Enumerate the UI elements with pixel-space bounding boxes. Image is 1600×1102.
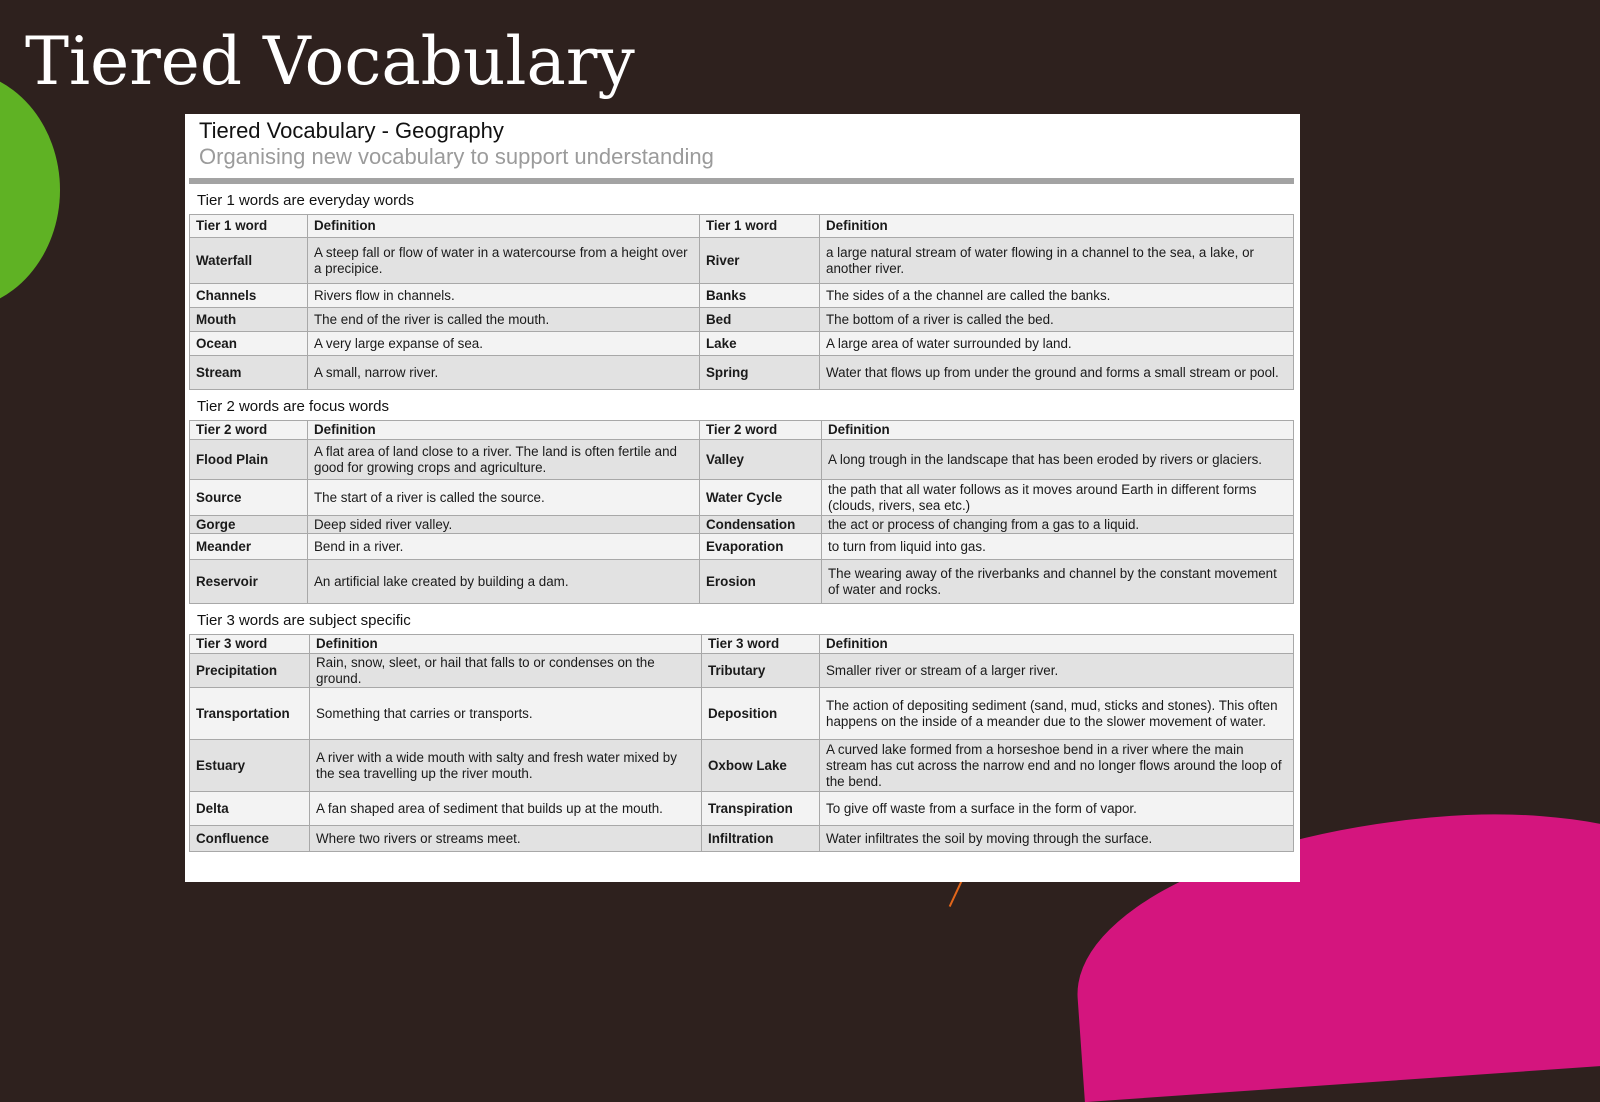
vocab-word: Source [190,480,308,516]
table-row [190,480,1294,516]
column-header-definition: Definition [308,215,700,238]
vocab-word: Mouth [190,308,308,332]
column-header-definition: Definition [820,635,1294,654]
vocab-definition: A river with a wide mouth with salty and fresh water mixed by the sea travelling up the river mouth. [310,740,702,792]
vocab-word: Transpiration [702,792,820,826]
vocab-word: Oxbow Lake [702,740,820,792]
vocab-word: Deposition [702,688,820,740]
vocab-word: Infiltration [702,826,820,852]
vocab-definition: The wearing away of the riverbanks and channel by the constant movement of water and rocks. [822,560,1294,604]
vocab-word: Precipitation [190,654,310,688]
table-row [190,826,1294,852]
vocab-word: Confluence [190,826,310,852]
table-row [190,284,1294,308]
vocab-word: Flood Plain [190,440,308,480]
vocab-definition: A steep fall or flow of water in a watercourse from a height over a precipice. [308,238,700,284]
column-header-definition: Definition [822,421,1294,440]
vocab-definition: A very large expanse of sea. [308,332,700,356]
green-decor-shape [0,70,60,310]
table-row [190,792,1294,826]
vocab-definition: a large natural stream of water flowing in a channel to the sea, a lake, or another river. [820,238,1294,284]
vocab-word: Tributary [702,654,820,688]
vocab-word: Valley [700,440,822,480]
vocab-definition: to turn from liquid into gas. [822,534,1294,560]
vocab-word: Gorge [190,516,308,534]
column-header-word: Tier 3 word [190,635,310,654]
tier-1-table [189,214,1294,390]
vocab-definition: The sides of a the channel are called the banks. [820,284,1294,308]
column-header-word: Tier 1 word [190,215,308,238]
table-row [190,740,1294,792]
table-row [190,654,1294,688]
doc-title: Tiered Vocabulary - Geography [199,118,504,143]
doc-subtitle: Organising new vocabulary to support understanding [199,144,714,169]
vocab-word: Bed [700,308,820,332]
doc-header [189,118,1300,170]
vocab-definition: A curved lake formed from a horseshoe bend in a river where the main stream has cut across the narrow end and no longer flows around the loop of the bend. [820,740,1294,792]
table-row [190,332,1294,356]
column-header-word: Tier 1 word [700,215,820,238]
table-row [190,560,1294,604]
vocab-definition: The bottom of a river is called the bed. [820,308,1294,332]
column-header-definition: Definition [310,635,702,654]
vocab-word: Water Cycle [700,480,822,516]
table-row [190,516,1294,534]
vocab-word: Waterfall [190,238,308,284]
table-header-row [190,635,1294,654]
column-header-word: Tier 2 word [700,421,822,440]
vocab-definition: Rain, snow, sleet, or hail that falls to or condenses on the ground. [310,654,702,688]
vocab-definition: A large area of water surrounded by land. [820,332,1294,356]
vocab-word: Erosion [700,560,822,604]
tier-2-table [189,420,1294,604]
vocab-definition: Where two rivers or streams meet. [310,826,702,852]
table-row [190,440,1294,480]
vocab-definition: the act or process of changing from a gas to a liquid. [822,516,1294,534]
table-header-row [190,421,1294,440]
vocab-word: Evaporation [700,534,822,560]
vocab-definition: Water that flows up from under the ground and forms a small stream or pool. [820,356,1294,390]
vocab-word: Channels [190,284,308,308]
table-row [190,238,1294,284]
tier-2-heading: Tier 2 words are focus words [197,398,390,415]
table-row [190,356,1294,390]
vocab-word: Estuary [190,740,310,792]
vocab-word: Lake [700,332,820,356]
vocab-word: Stream [190,356,308,390]
vocab-definition: Something that carries or transports. [310,688,702,740]
vocab-word: Reservoir [190,560,308,604]
vocab-definition: A long trough in the landscape that has been eroded by rivers or glaciers. [822,440,1294,480]
vocabulary-document [185,114,1300,882]
vocab-definition: A small, narrow river. [308,356,700,390]
vocab-definition: Deep sided river valley. [308,516,700,534]
column-header-word: Tier 3 word [702,635,820,654]
table-row [190,688,1294,740]
vocab-definition: To give off waste from a surface in the form of vapor. [820,792,1294,826]
vocab-definition: A flat area of land close to a river. The land is often fertile and good for growing crops and agriculture. [308,440,700,480]
column-header-definition: Definition [820,215,1294,238]
vocab-word: Meander [190,534,308,560]
tier-3-table [189,634,1294,852]
vocab-definition: The end of the river is called the mouth. [308,308,700,332]
vocab-definition: the path that all water follows as it moves around Earth in different forms (clouds, rivers, sea etc.) [822,480,1294,516]
vocab-definition: An artificial lake created by building a dam. [308,560,700,604]
tier-3-heading: Tier 3 words are subject specific [197,612,411,629]
tier-1-heading: Tier 1 words are everyday words [197,192,415,209]
vocab-word: Transportation [190,688,310,740]
vocab-definition: The start of a river is called the source. [308,480,700,516]
table-row [190,534,1294,560]
vocab-definition: A fan shaped area of sediment that builds up at the mouth. [310,792,702,826]
vocab-definition: Water infiltrates the soil by moving through the surface. [820,826,1294,852]
vocab-word: Spring [700,356,820,390]
vocab-definition: Bend in a river. [308,534,700,560]
slide-title: Tiered Vocabulary [25,23,635,100]
orange-decor-line [949,879,963,907]
vocab-word: Condensation [700,516,822,534]
column-header-definition: Definition [308,421,700,440]
vocab-word: Delta [190,792,310,826]
table-row [190,308,1294,332]
column-header-word: Tier 2 word [190,421,308,440]
vocab-word: Ocean [190,332,308,356]
vocab-word: River [700,238,820,284]
vocab-definition: Rivers flow in channels. [308,284,700,308]
vocab-definition: Smaller river or stream of a larger river. [820,654,1294,688]
vocab-word: Banks [700,284,820,308]
vocab-definition: The action of depositing sediment (sand, mud, sticks and stones). This often happens on the inside of a meander due to the slower movement of water. [820,688,1294,740]
table-header-row [190,215,1294,238]
